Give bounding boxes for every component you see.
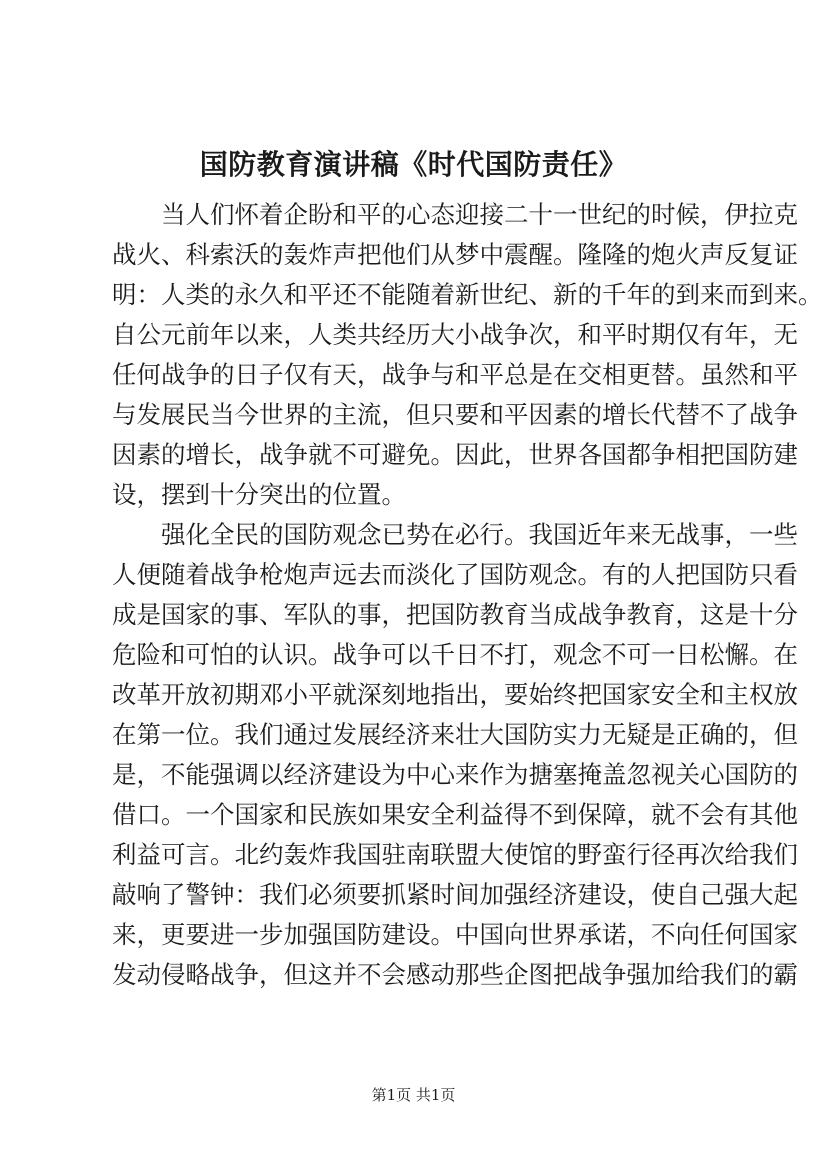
paragraph-2-line-8: 借口。一个国家和民族如果安全利益得不到保障，就不会有其他 <box>112 800 798 829</box>
paragraph-1-line-5: 任何战争的日子仅有天，战争与和平总是在交相更替。虽然和平 <box>112 360 798 389</box>
document-body <box>112 195 823 995</box>
paragraph-2-line-7: 是，不能强调以经济建设为中心来作为搪塞掩盖忽视关心国防的 <box>112 760 798 789</box>
paragraph-2-line-6: 在第一位。我们通过发展经济来壮大国防实力无疑是正确的，但 <box>112 720 798 749</box>
paragraph-2-line-12: 发动侵略战争，但这并不会感动那些企图把战争强加给我们的霸 <box>112 960 798 989</box>
paragraph-1-line-8: 设，摆到十分突出的位置。 <box>112 480 406 509</box>
paragraph-2-line-9: 利益可言。北约轰炸我国驻南联盟大使馆的野蛮行径再次给我们 <box>112 840 798 869</box>
paragraph-1-line-7: 因素的增长，战争就不可避免。因此，世界各国都争相把国防建 <box>112 440 798 469</box>
paragraph-2-line-2: 人便随着战争枪炮声远去而淡化了国防观念。有的人把国防只看 <box>112 560 798 589</box>
page-number-footer: 第1页 共1页 <box>371 1086 456 1104</box>
paragraph-2-line-3: 成是国家的事、军队的事，把国防教育当成战争教育，这是十分 <box>112 600 798 629</box>
paragraph-1-line-2: 战火、科索沃的轰炸声把他们从梦中震醒。隆隆的炮火声反复证 <box>112 240 798 269</box>
paragraph-1-line-3: 明：人类的永久和平还不能随着新世纪、新的千年的到来而到来。 <box>112 280 823 309</box>
paragraph-2-line-10: 敲响了警钟：我们必须要抓紧时间加强经济建设，使自己强大起 <box>112 880 798 909</box>
paragraph-2-line-4: 危险和可怕的认识。战争可以千日不打，观念不可一日松懈。在 <box>112 640 798 669</box>
paragraph-2-line-11: 来，更要进一步加强国防建设。中国向世界承诺，不向任何国家 <box>112 920 798 949</box>
paragraph-2-line-5: 改革开放初期邓小平就深刻地指出，要始终把国家安全和主权放 <box>112 680 798 709</box>
paragraph-1-line-4: 自公元前年以来，人类共经历大小战争次，和平时期仅有年，无 <box>112 320 798 349</box>
paragraph-1-line-6: 与发展民当今世界的主流，但只要和平因素的增长代替不了战争 <box>112 400 798 429</box>
paragraph-2-line-1: 强化全民的国防观念已势在必行。我国近年来无战事，一些 <box>161 520 798 549</box>
paragraph-1-line-1: 当人们怀着企盼和平的心态迎接二十一世纪的时候，伊拉克 <box>161 200 798 229</box>
document-title: 国防教育演讲稿《时代国防责任》 <box>199 148 628 181</box>
